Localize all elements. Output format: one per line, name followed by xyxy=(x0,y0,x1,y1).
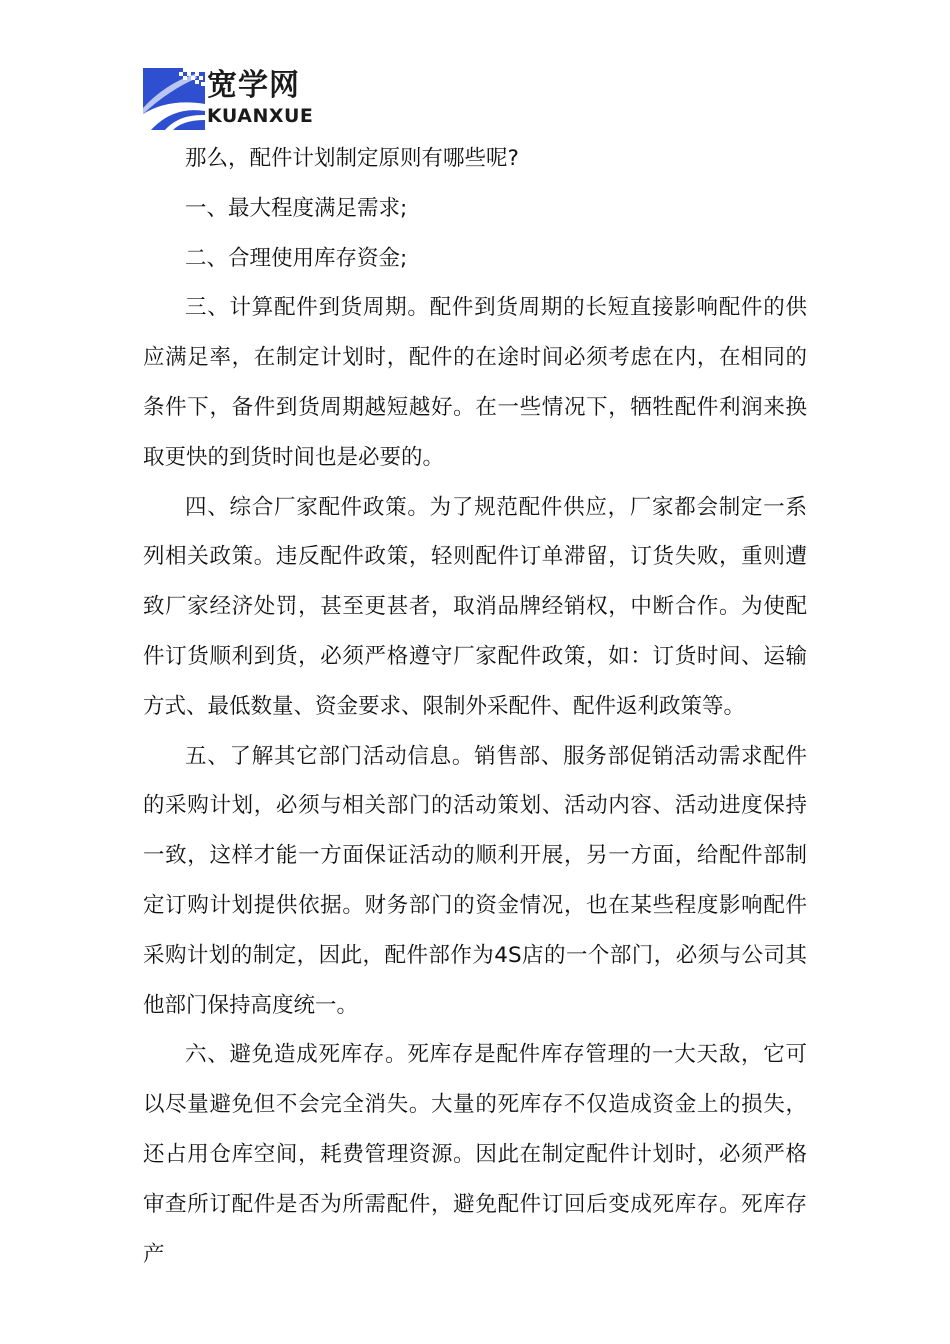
principle-6: 六、避免造成死库存。死库存是配件库存管理的一大天敌，它可以尽量避免但不会完全消失。大量的死库存不仅造成资金上的损失，还占用仓库空间，耗费管理资源。因此在制定配件计划时，必须严格审查所订配件是否为所需配件，避免配件订回后变成死库存。死库存产 xyxy=(143,1042,807,1267)
kuanxue-logo xyxy=(143,68,323,130)
intro-question: 那么，配件计划制定原则有哪些呢? xyxy=(185,146,519,171)
principle-5: 五、了解其它部门活动信息。销售部、服务部促销活动需求配件的采购计划，必须与相关部门的活动策划、活动内容、活动进度保持一致，这样才能一方面保证活动的顺利开展，另一方面，给配件部制定订购计划提供依据。财务部门的资金情况，也在某些程度影响配件采购计划的制定，因此，配件部作为4S店的一个部门，必须与公司其他部门保持高度统一。 xyxy=(143,743,807,1018)
principle-1: 一、最大程度满足需求; xyxy=(185,195,408,221)
logo-english-name: KUANXUE xyxy=(207,105,314,127)
principle-4: 四、综合厂家配件政策。为了规范配件供应，厂家都会制定一系列相关政策。违反配件政策，轻则配件订单滞留，订货失败，重则遭致厂家经济处罚，甚至更甚者，取消品牌经销权，中断合作。为使配件订货顺利到货，必须严格遵守厂家配件政策，如：订货时间、运输方式、最低数量、资金要求、限制外采配件、配件返利政策等。 xyxy=(143,494,807,719)
principle-2: 二、合理使用库存资金; xyxy=(185,245,408,271)
kuanxue-logo-icon xyxy=(143,68,205,130)
logo-chinese-name: 宽学网 xyxy=(207,68,300,103)
document-body xyxy=(143,134,807,1279)
principle-3: 三、计算配件到货周期。配件到货周期的长短直接影响配件的供应满足率，在制定计划时，配件的在途时间必须考虑在内，在相同的条件下，备件到货周期越短越好。在一些情况下，牺牲配件利润来换取更快的到货时间也是必要的。 xyxy=(143,295,807,470)
